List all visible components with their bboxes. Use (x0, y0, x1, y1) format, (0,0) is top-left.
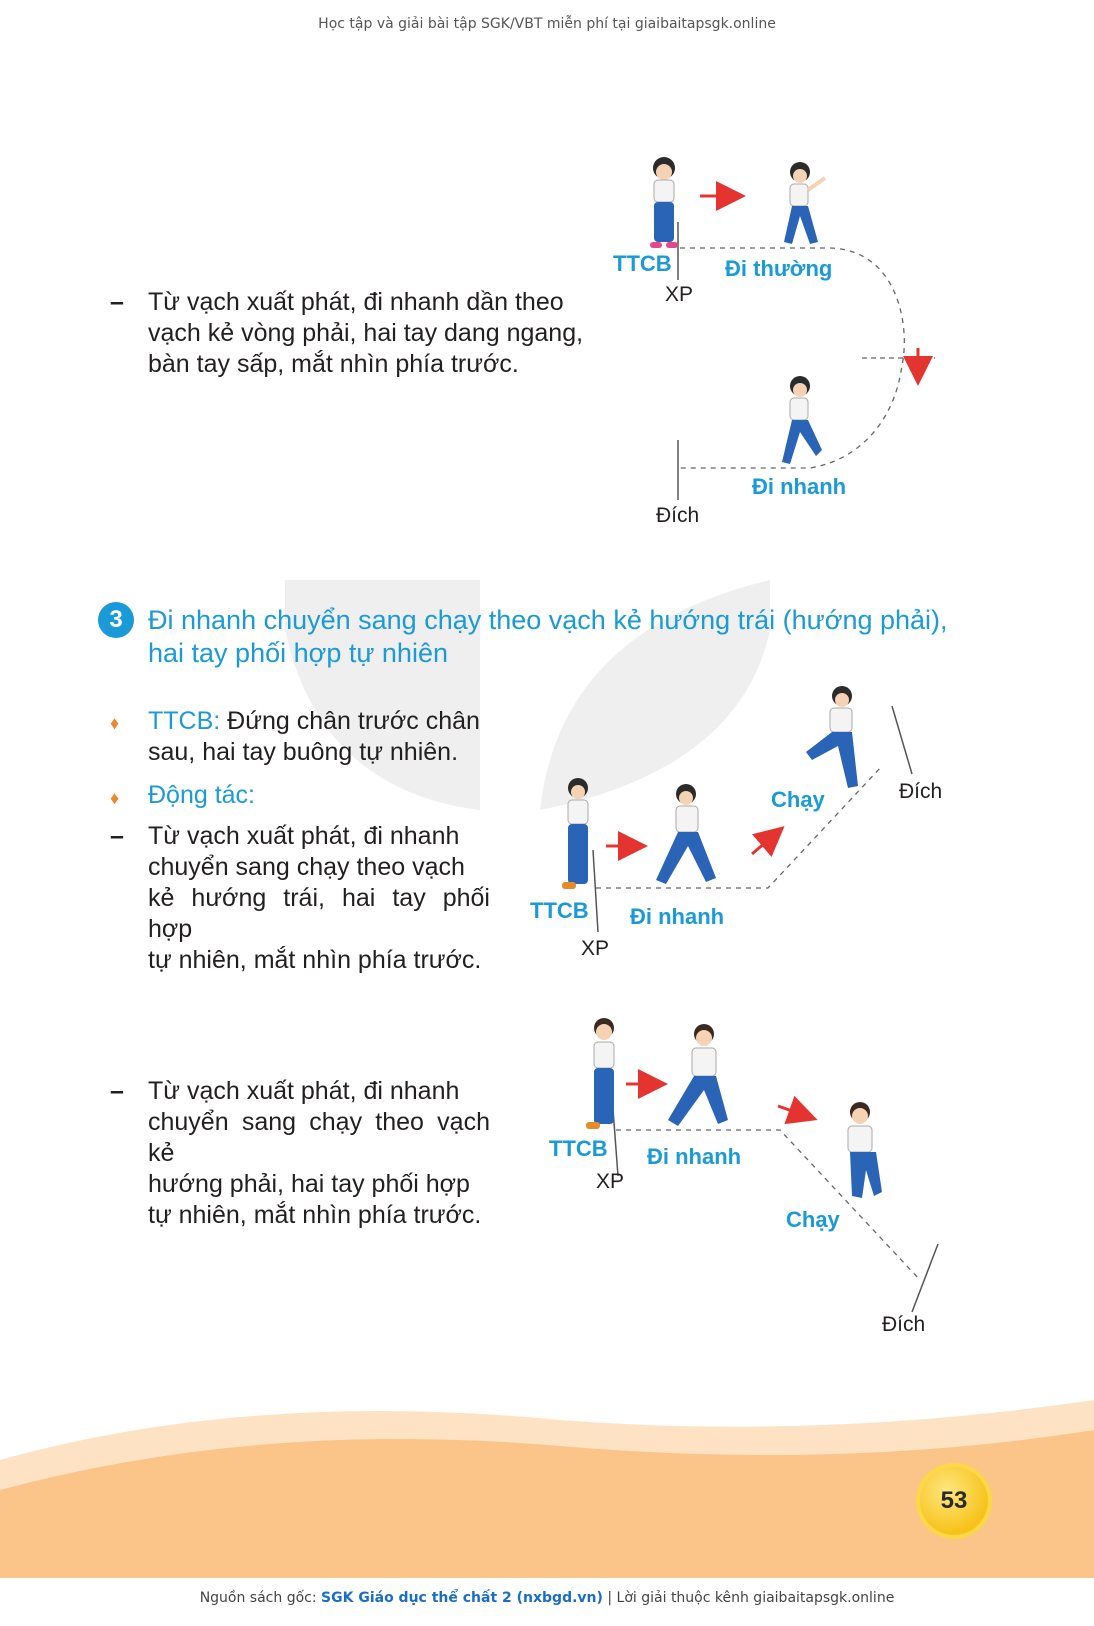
diamond-bullet: ♦ (110, 713, 120, 733)
label-xp: XP (596, 1170, 625, 1193)
instruction-line: kẻ hướng trái, hai tay phối hợp (148, 884, 490, 943)
label-ttcb: TTCB (549, 1136, 608, 1161)
footer-source-link[interactable]: SGK Giáo dục thể chất 2 (nxbgd.vn) (321, 1590, 603, 1606)
label-di-nhanh: Đi nhanh (647, 1144, 742, 1169)
bullet-dash: – (110, 288, 124, 316)
instruction-line: Từ vạch xuất phát, đi nhanh (148, 1077, 460, 1105)
girl-standing-figure (650, 157, 678, 248)
boy-walking-figure (668, 1024, 728, 1126)
ttcb-label: TTCB: (148, 707, 221, 735)
section-title-line: hai tay phối hợp tự nhiên (148, 638, 448, 668)
instruction-line: tự nhiên, mắt nhìn phía trước. (148, 946, 482, 974)
instruction-line: bàn tay sấp, mắt nhìn phía trước. (148, 350, 519, 378)
label-di-nhanh: Đi nhanh (630, 904, 725, 929)
instruction-line: chuyển sang chạy theo vạch kẻ (148, 1108, 490, 1167)
right-turn-instruction (148, 1076, 490, 1231)
instruction-line: vạch kẻ vòng phải, hai tay dang ngang, (148, 319, 584, 347)
instruction-line: chuyển sang chạy theo vạch (148, 853, 465, 881)
instruction-text (148, 287, 598, 380)
footer-suffix: | Lời giải thuộc kênh giaibaitapsgk.online (602, 1590, 895, 1606)
instruction-line: Từ vạch xuất phát, đi nhanh (148, 822, 460, 850)
girl-walking-figure (784, 162, 825, 244)
ttcb-text: sau, hai tay buông tự nhiên. (148, 738, 459, 766)
diamond-bullet: ♦ (110, 788, 120, 808)
label-di-thuong: Đi thường (725, 256, 833, 281)
girl-fast-walking-figure (782, 376, 822, 464)
ttcb-paragraph (148, 706, 490, 768)
section-number-badge: 3 (98, 602, 134, 638)
footer-note (0, 1590, 1094, 1606)
section-title (148, 604, 988, 670)
section-title-line: Đi nhanh chuyển sang chạy theo vạch kẻ hướng trái (hướng phải), (148, 605, 948, 635)
label-dich: Đích (882, 1313, 926, 1336)
girl-running-figure (806, 686, 858, 788)
label-chay: Chạy (786, 1207, 840, 1232)
girl-walking-figure (656, 784, 716, 884)
instruction-line: hướng phải, hai tay phối hợp (148, 1170, 470, 1198)
page-number: 53 (920, 1467, 988, 1535)
bullet-dash: – (110, 1077, 124, 1105)
label-xp: XP (665, 283, 694, 306)
footer-prefix: Nguồn sách gốc: (199, 1590, 322, 1606)
label-dich: Đích (899, 780, 943, 803)
label-ttcb: TTCB (530, 898, 589, 923)
label-chay: Chạy (771, 787, 825, 812)
left-turn-instruction (148, 821, 490, 976)
boy-running-figure (848, 1102, 882, 1198)
boy-standing-figure (586, 1018, 614, 1129)
instruction-line: tự nhiên, mắt nhìn phía trước. (148, 1201, 482, 1229)
girl-standing-figure (562, 778, 588, 889)
label-xp: XP (581, 937, 610, 960)
bullet-dash: – (110, 822, 124, 850)
ttcb-text: Đứng chân trước chân (227, 707, 480, 735)
header-note: Học tập và giải bài tập SGK/VBT miễn phí tại giaibaitapsgk.online (318, 16, 776, 32)
dong-tac-heading: Động tác: (148, 781, 256, 809)
label-di-nhanh: Đi nhanh (752, 474, 847, 499)
instruction-line: Từ vạch xuất phát, đi nhanh dần theo (148, 288, 564, 316)
label-ttcb: TTCB (613, 251, 672, 276)
label-dich: Đích (656, 504, 700, 527)
